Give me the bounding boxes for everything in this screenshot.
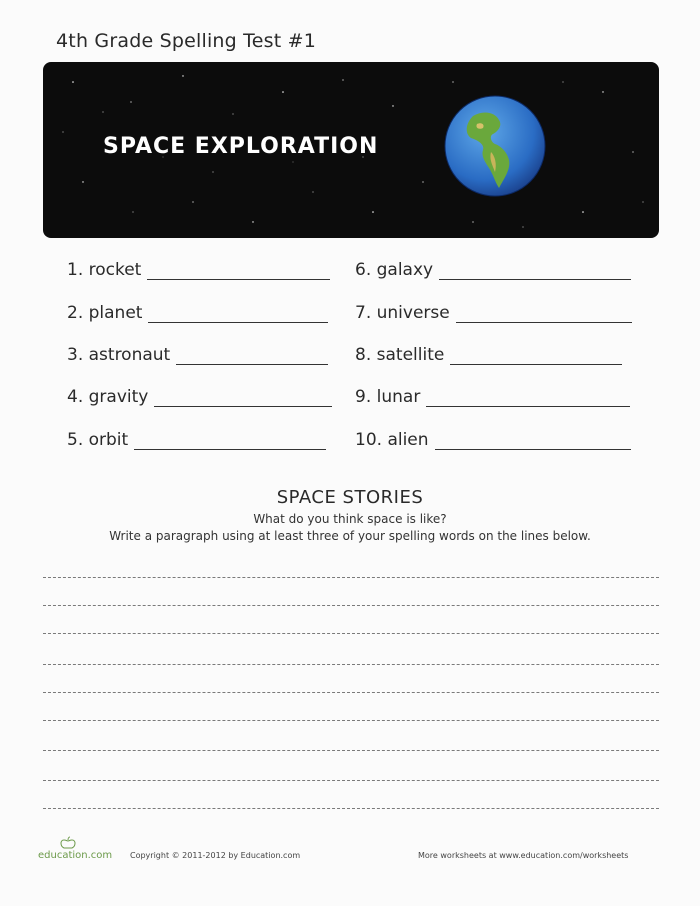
writing-line[interactable] <box>43 720 659 721</box>
word-label: 9. lunar <box>355 387 421 407</box>
word-label: 1. rocket <box>67 260 142 280</box>
stories-question: What do you think space is like? <box>253 512 447 526</box>
spelling-word-8 <box>355 345 622 365</box>
word-label: 7. universe <box>355 303 450 323</box>
answer-blank[interactable] <box>435 433 631 450</box>
earth-globe-icon <box>443 94 547 198</box>
copyright-text: Copyright © 2011-2012 by Education.com <box>130 851 301 860</box>
spelling-word-1 <box>67 260 330 280</box>
writing-line[interactable] <box>43 633 659 634</box>
answer-blank[interactable] <box>439 263 631 280</box>
writing-line[interactable] <box>43 750 659 751</box>
answer-blank[interactable] <box>450 348 622 365</box>
spelling-word-7 <box>355 303 632 323</box>
spelling-word-3 <box>67 345 328 365</box>
word-label: 5. orbit <box>67 430 129 450</box>
more-worksheets-link[interactable]: More worksheets at www.education.com/worksheets <box>418 851 629 860</box>
spelling-word-5 <box>67 430 326 450</box>
answer-blank[interactable] <box>154 390 332 407</box>
answer-blank[interactable] <box>176 348 328 365</box>
answer-blank[interactable] <box>148 306 328 323</box>
spelling-word-6 <box>355 260 631 280</box>
answer-blank[interactable] <box>147 263 330 280</box>
word-label: 10. alien <box>355 430 429 450</box>
word-label: 4. gravity <box>67 387 149 407</box>
spelling-word-2 <box>67 303 328 323</box>
apple-logo-icon <box>58 836 82 850</box>
writing-line[interactable] <box>43 780 659 781</box>
writing-line[interactable] <box>43 664 659 665</box>
space-banner <box>43 62 659 238</box>
writing-line[interactable] <box>43 692 659 693</box>
writing-line[interactable] <box>43 605 659 606</box>
logo-text: education.com <box>38 850 113 861</box>
banner-title: SPACE EXPLORATION <box>103 134 379 159</box>
word-label: 8. satellite <box>355 345 445 365</box>
spelling-word-4 <box>67 387 332 407</box>
word-label: 2. planet <box>67 303 143 323</box>
answer-blank[interactable] <box>134 433 326 450</box>
answer-blank[interactable] <box>426 390 630 407</box>
stories-title: SPACE STORIES <box>276 487 424 508</box>
education-logo <box>38 838 124 866</box>
worksheet-title: 4th Grade Spelling Test #1 <box>56 30 317 52</box>
stories-instruction: Write a paragraph using at least three of your spelling words on the lines below. <box>109 529 591 543</box>
writing-line[interactable] <box>43 808 659 809</box>
word-label: 6. galaxy <box>355 260 434 280</box>
spelling-word-9 <box>355 387 630 407</box>
word-label: 3. astronaut <box>67 345 171 365</box>
spelling-word-10 <box>355 430 631 450</box>
answer-blank[interactable] <box>456 306 632 323</box>
writing-line[interactable] <box>43 577 659 578</box>
